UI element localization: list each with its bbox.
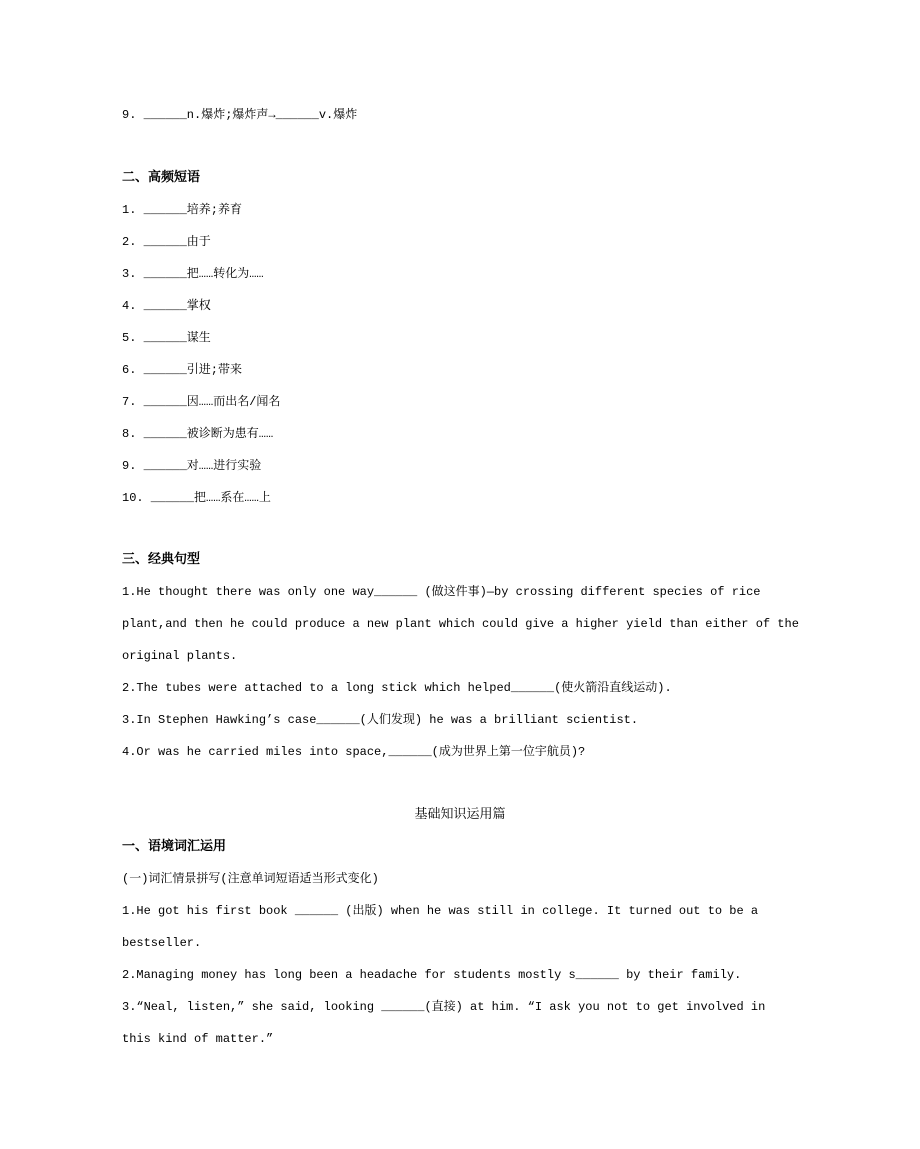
phrase-item: 10. ______把……系在……上 [122,491,271,505]
vocab-item: 9. ______n.爆炸;爆炸声→______v.爆炸 [122,108,358,122]
exercise-line: 1.He got his first book ______ (出版) when he was still in college. It turned out to be a [122,904,759,918]
phrase-item: 7. ______因……而出名/闻名 [122,395,281,409]
phrase-item: 8. ______被诊断为患有…… [122,427,274,441]
section-heading: 一、语境词汇运用 [122,839,227,854]
section-heading: 三、经典句型 [122,552,201,567]
exercise-line: 2.Managing money has long been a headache for students mostly s______ by their family. [122,968,742,982]
sentence-line: original plants. [122,649,238,663]
subheading: (一)词汇情景拼写(注意单词短语适当形式变化) [122,872,379,886]
sentence-line: 3.In Stephen Hawking’s case______(人们发现) he was a brilliant scientist. [122,713,639,727]
exercise-line: bestseller. [122,936,202,950]
phrase-item: 6. ______引进;带来 [122,363,243,377]
sentence-line: 2.The tubes were attached to a long stick which helped______(使火箭沿直线运动). [122,681,672,695]
sentence-line: plant,and then he could produce a new plant which could give a higher yield than either of the [122,617,799,631]
exercise-line: 3.“Neal, listen,” she said, looking ______(直接) at him. “I ask you not to get involved in [122,1000,766,1014]
phrase-item: 3. ______把……转化为…… [122,267,264,281]
part-title: 基础知识运用篇 [414,807,506,822]
sentence-line: 4.Or was he carried miles into space,______(成为世界上第一位宇航员)? [122,745,586,759]
phrase-item: 9. ______对……进行实验 [122,459,262,473]
exercise-line: this kind of matter.” [122,1032,274,1046]
phrase-item: 1. ______培养;养育 [122,203,243,217]
phrase-item: 5. ______谋生 [122,331,211,345]
phrase-item: 4. ______掌权 [122,299,211,313]
phrase-item: 2. ______由于 [122,235,211,249]
section-heading: 二、高频短语 [122,170,201,185]
sentence-line: 1.He thought there was only one way______ (做这件事)—by crossing different species of rice [122,585,761,599]
